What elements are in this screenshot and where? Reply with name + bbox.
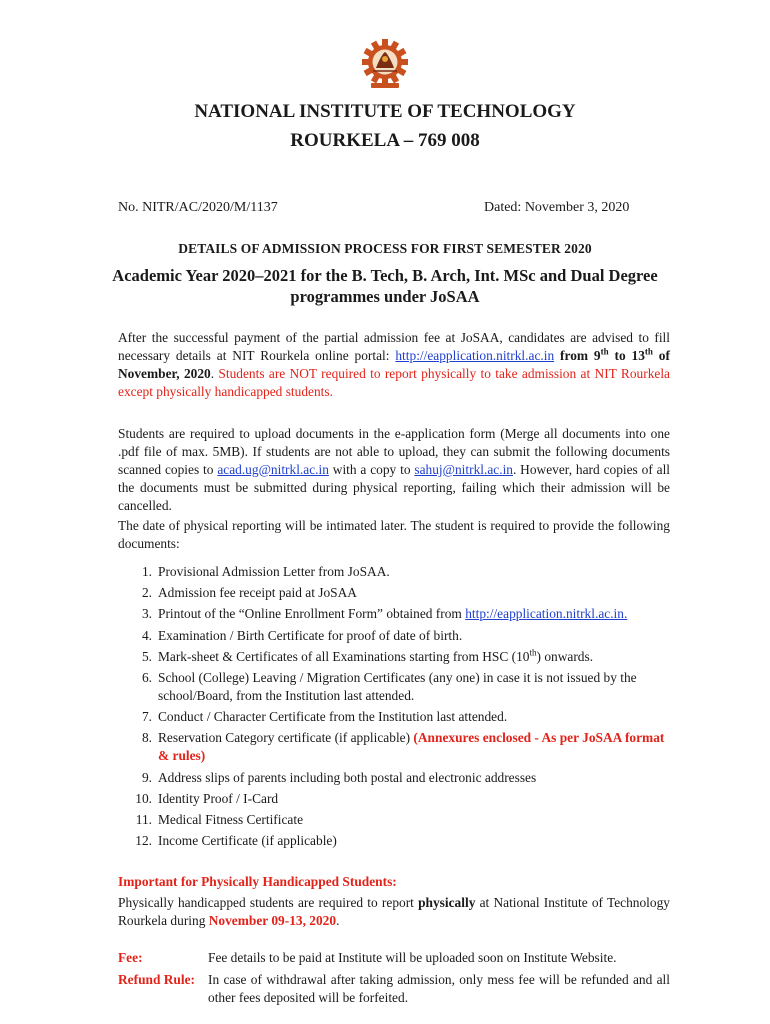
item-text: Provisional Admission Letter from JoSAA. — [158, 564, 390, 579]
item-text: Income Certificate (if applicable) — [158, 833, 337, 849]
no-physical-reporting-note: Students are NOT required to report physically to take admission at NIT Rourkela except physically handicapped students. — [118, 366, 670, 399]
important-paragraph — [118, 894, 670, 930]
date-to-sup: th — [644, 346, 653, 357]
item-number: 5. — [141, 648, 152, 664]
important-bold: physically — [418, 895, 476, 910]
item-number: 11. — [135, 811, 152, 827]
item-text: Identity Proof / I-Card — [158, 790, 279, 806]
item-text: Address slips of parents including both postal and electronic addresses — [158, 769, 537, 785]
sahuj-email-link[interactable]: sahuj@nitrkl.ac.in — [414, 462, 513, 477]
list-item — [118, 563, 670, 581]
document-date: Dated: November 3, 2020 — [484, 200, 630, 215]
list-item — [118, 811, 670, 829]
upload-text-end: . However, hard copies of all the documents must be submitted during physical reporting, failing which their admission will be cancelled. — [118, 462, 671, 513]
important-text: Physically handicapped students are required to report — [118, 895, 419, 910]
item-number: 12. — [135, 833, 152, 849]
eapplication-link[interactable]: http://eapplication.nitrkl.ac.in — [395, 348, 555, 363]
list-item — [118, 729, 670, 765]
intro-paragraph — [118, 329, 670, 401]
date-to: to 13 — [608, 348, 645, 363]
list-item — [118, 769, 670, 787]
documents-list — [118, 563, 670, 853]
date-month: of November, 2020 — [118, 348, 670, 381]
intro-text: After the successful payment of the partial admission fee at JoSAA, candidates are advised to fill necessary details at NIT Rourkela online portal: — [118, 330, 670, 363]
item-text: Conduct / Character Certificate from the Institution last attended. — [158, 709, 508, 725]
item-text: Admission fee receipt paid at JoSAA — [158, 585, 357, 601]
intro-dot: . — [210, 366, 219, 381]
important-text-2: at National Institute of Technology Rourkela during — [118, 895, 670, 928]
item-text: Examination / Birth Certificate for proof of date of birth. — [158, 627, 463, 643]
item-number: 1. — [141, 564, 152, 579]
item-number: 8. — [141, 730, 152, 746]
list-item — [118, 648, 670, 666]
fee-label: Fee: — [118, 950, 143, 965]
item-number: 9. — [141, 769, 152, 785]
item-text: School (College) Leaving / Migration Certificates (any one) in case it is not issued by the school/Board, from the Institution last attended. — [158, 669, 637, 703]
item-number: 10. — [135, 790, 152, 806]
list-item — [118, 627, 670, 645]
list-item — [118, 708, 670, 726]
refund-text: In case of withdrawal after taking admission, only mess fee will be refunded and all other fees deposited will be forfeited. — [208, 972, 670, 1005]
list-item — [118, 605, 670, 623]
item-text: Mark-sheet & Certificates of all Examinations starting from HSC (10 — [158, 648, 530, 664]
fee-text: Fee details to be paid at Institute will be uploaded soon on Institute Website. — [208, 950, 617, 965]
enrollment-form-link[interactable]: http://eapplication.nitrkl.ac.in. — [465, 606, 628, 622]
item-sup: th — [529, 647, 537, 658]
item-text: Medical Fitness Certificate — [158, 811, 304, 827]
upload-text-copy: with a copy to — [328, 462, 415, 477]
list-item — [118, 832, 670, 850]
item-number: 3. — [141, 606, 152, 622]
notice-subheading: Academic Year 2020–2021 for the B. Tech, B. Arch, Int. MSc and Dual Degree programmes under JoSAA — [112, 266, 658, 306]
important-end: . — [336, 913, 340, 928]
item-number: 4. — [141, 627, 152, 643]
institute-name: NATIONAL INSTITUTE OF TECHNOLOGY — [194, 101, 576, 122]
upload-text: Students are required to upload documents in the e-application form (Merge all documents into one .pdf file of max. 5MB). If students are not able to upload, they can submit the following documents scanned copies to — [118, 426, 670, 477]
item-number: 2. — [141, 585, 152, 601]
list-item — [118, 669, 670, 705]
important-heading: Important for Physically Handicapped Students: — [118, 874, 397, 889]
annexure-note: (Annexures enclosed - As per JoSAA format & rules) — [158, 730, 665, 764]
list-item — [118, 584, 670, 602]
important-dates: November 09-13, 2020 — [208, 913, 337, 928]
date-from-sup: th — [600, 346, 609, 357]
reporting-paragraph: The date of physical reporting will be intimated later. The student is required to provide the following documents: — [118, 518, 670, 551]
institute-location: ROURKELA – 769 008 — [290, 130, 480, 151]
list-item — [118, 790, 670, 808]
item-text-after: ) onwards. — [536, 648, 594, 664]
item-text: Reservation Category certificate (if applicable) — [158, 730, 414, 746]
refund-label: Refund Rule: — [118, 972, 196, 987]
reference-number: No. NITR/AC/2020/M/1137 — [118, 200, 278, 215]
upload-paragraph — [118, 425, 670, 515]
item-number: 6. — [141, 669, 152, 685]
date-from: from 9 — [554, 348, 601, 363]
institute-logo-icon — [361, 38, 409, 90]
acad-email-link[interactable]: acad.ug@nitrkl.ac.in — [217, 462, 329, 477]
notice-heading: DETAILS OF ADMISSION PROCESS FOR FIRST SEMESTER 2020 — [178, 241, 592, 256]
item-number: 7. — [141, 709, 152, 725]
item-text: Printout of the “Online Enrollment Form” obtained from — [158, 606, 466, 622]
